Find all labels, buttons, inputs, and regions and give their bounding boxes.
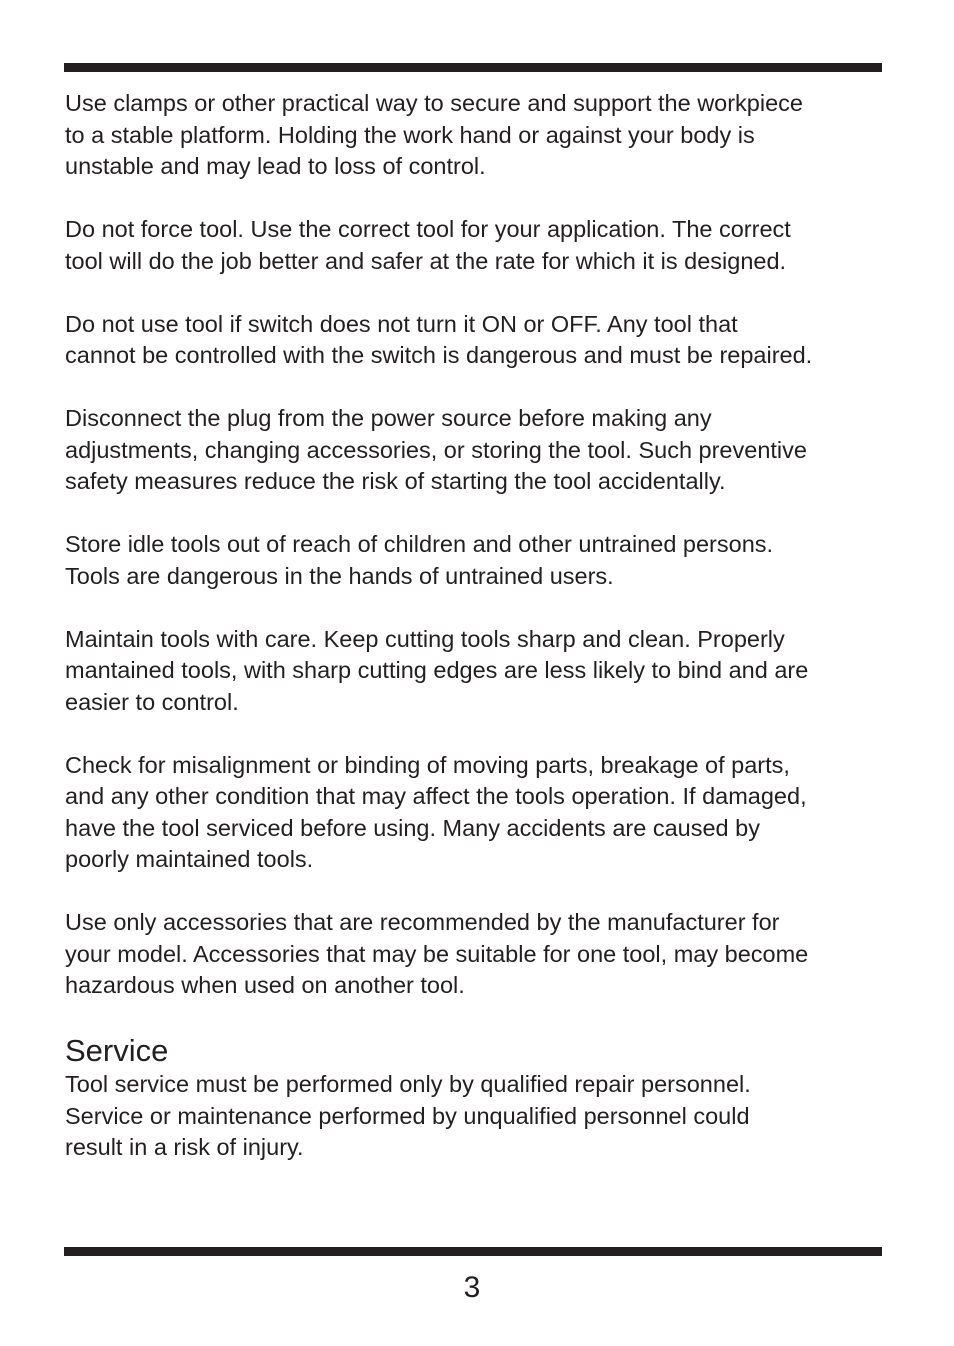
page-content [65,88,915,1164]
paragraph-switch-check: Do not use tool if switch does not turn it ON or OFF. Any tool that cannot be controlled with the switch is dangerous and must be repaired. [65,310,813,368]
bottom-rule [64,1247,882,1256]
paragraph-secure-workpiece: Use clamps or other practical way to secure and support the workpiece to a stable platform. Holding the work hand or against your body is unstable and may lead to loss of control. [65,90,803,179]
paragraph-check-misalignment: Check for misalignment or binding of moving parts, breakage of parts, and any other condition that may affect the tools operation. If damaged, have the tool serviced before using. Many accidents are caused by poorly maintained tools. [65,751,807,872]
paragraph-do-not-force-tool: Do not force tool. Use the correct tool for your application. The correct tool will do the job better and safer at the rate for which it is designed. [65,216,791,274]
paragraph-use-accessories: Use only accessories that are recommended by the manufacturer for your model. Accessories that may be suitable for one tool, may become hazardous when used on another tool. [65,909,809,998]
page-number: 3 [463,1271,481,1304]
service-body: Tool service must be performed only by qualified repair personnel. Service or maintenance performed by unqualified personnel could result in a risk of injury. [65,1071,751,1160]
top-rule [64,63,882,72]
paragraph-store-idle-tools: Store idle tools out of reach of children and other untrained persons. Tools are dangerous in the hands of untrained users. [65,531,774,589]
paragraph-disconnect-plug: Disconnect the plug from the power source before making any adjustments, changing accessories, or storing the tool. Such preventive safety measures reduce the risk of starting the tool accidentally. [65,405,807,494]
paragraph-maintain-tools: Maintain tools with care. Keep cutting tools sharp and clean. Properly mantained tools, with sharp cutting edges are less likely to bind and are easier to control. [65,625,809,715]
service-heading: Service [65,1033,169,1068]
